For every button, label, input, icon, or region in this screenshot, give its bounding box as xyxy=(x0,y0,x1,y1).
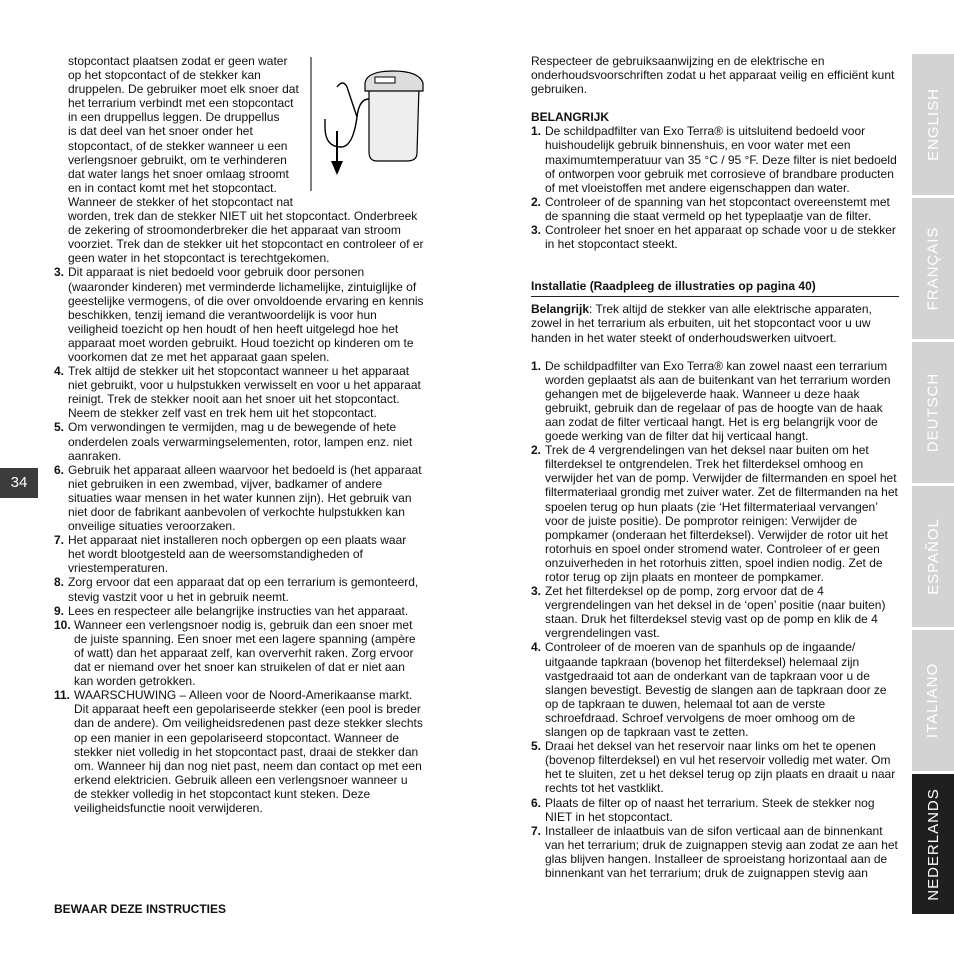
item-number: 3. xyxy=(531,584,542,599)
item-text: Draai het deksel van het reservoir naar links om het te openen (bovenop filterdeksel) en vul het reservoir volledig met water. Om het te sluiten, zet u het deksel terug op zijn plaats en draait u naar rechts tot het vastklikt. xyxy=(545,739,896,796)
tab-label: FRANÇAIS xyxy=(924,226,942,311)
list-item xyxy=(54,533,424,575)
item-text: De schildpadfilter van Exo Terra® is uitsluitend bedoeld voor huishoudelijk gebruik binnenshuis, en voor water met een maximumtemperatuur van 35 °C / 95 °F. Deze filter is niet bedoeld of ontworpen voor gebruik met corrosieve of brandbare producten of met vloeistoffen met andere eigenschappen dan water. xyxy=(545,124,897,195)
list-item xyxy=(531,223,899,251)
item-text: Gebruik het apparaat alleen waarvoor het bedoeld is (het apparaat niet gebruiken in een zwembad, vijver, badkamer of andere situaties waar mensen in het water kunnen zijn). Het gebruik van niet door de fabrikant aanbevolen of verkochte hulpstukken kan onveilige situaties veroorzaken. xyxy=(68,462,422,534)
list-item xyxy=(531,796,899,824)
list-item xyxy=(531,584,899,640)
item-text: Installeer de inlaatbuis van de sifon verticaal aan de binnenkant van het terrarium; druk de zuignappen stevig aan zodat ze aan het glas blijven hangen. Installeer de sproeistang horizontaal aan de binnenkant van het terrarium; druk de zuignappen stevig aan xyxy=(545,823,898,880)
list-item xyxy=(54,575,424,603)
tab-italiano[interactable] xyxy=(912,630,954,771)
drip-loop-paragraph xyxy=(54,54,308,209)
item-number: 3. xyxy=(54,265,65,280)
item-number: 10. xyxy=(54,617,71,632)
list-item xyxy=(531,443,899,584)
item-text: Het apparaat niet installeren noch opbergen op een plaats waar het wordt blootgesteld aan de weersomstandigheden of vriestemperaturen. xyxy=(68,533,407,576)
installation-heading: Installatie (Raadpleeg de illustraties op pagina 40) xyxy=(531,279,899,297)
list-item xyxy=(54,265,424,364)
item-number: 5. xyxy=(54,420,65,435)
list-item xyxy=(54,420,424,462)
list-item xyxy=(531,739,899,795)
item-number: 3. xyxy=(531,223,542,238)
list-item xyxy=(54,688,424,815)
list-item xyxy=(531,824,899,880)
text-line: stopcontact plaatsen zodat er geen water xyxy=(68,54,288,68)
tab-label: DEUTSCH xyxy=(924,372,942,453)
list-item xyxy=(531,359,899,444)
tab-espanol[interactable] xyxy=(912,486,954,627)
installation-note xyxy=(531,302,899,344)
text-line: en in contact komt met het stopcontact. xyxy=(68,180,277,195)
text-line: op het stopcontact of de stekker kan xyxy=(68,68,261,83)
item-text: Lees en respecteer alle belangrijke instructies van het apparaat. xyxy=(68,603,409,618)
list-item xyxy=(54,618,424,688)
note-text: : Trek altijd de stekker van alle elektrische apparaten, zowel in het terrarium als erbuiten, uit het stopcontact voor u uw handen in het water steekt of onderhoudswerken uitvoert. xyxy=(531,302,872,345)
item-number: 9. xyxy=(54,603,65,618)
belangrijk-heading: BELANGRIJK xyxy=(531,110,610,125)
item-text: Zet het filterdeksel op de pomp, zorg ervoor dat de 4 vergrendelingen van het deksel in de ‘open’ positie (naar buiten) staan. Druk het filterdeksel stevig vast op de pomp en klik de 4 vergrendelingen vast. xyxy=(545,584,886,641)
item-text: Om verwondingen te vermijden, mag u de bewegende of hete onderdelen zoals verwarmingselementen, rotor, lampen enz. niet aanraken. xyxy=(68,420,413,463)
item-number: 1. xyxy=(531,124,542,139)
right-column xyxy=(531,54,899,880)
text-line: verlengsnoer gebruikt, om te verhinderen xyxy=(68,152,287,167)
item-number: 7. xyxy=(54,533,65,548)
tab-deutsch[interactable] xyxy=(912,342,954,483)
item-text: Controleer het snoer en het apparaat op schade voor u de stekker in het stopcontact steekt. xyxy=(545,223,896,252)
list-item xyxy=(54,604,424,618)
drip-loop-illustration xyxy=(307,57,427,193)
item-text: WAARSCHUWING – Alleen voor de Noord-Amerikaanse markt. Dit apparaat heeft een gepolariseerde stekker (een pool is breder dan de andere). Om veiligheidsredenen past deze stekker slechts op een manier in een gepolariseerd stopcontact. Wanneer de stekker niet volledig in het stopcontact past, draai de stekker dan om. Wanneer hij dan nog niet past, neem dan contact op met een erkend elektricien. Gebruik alleen een verlengsnoer wanneer u de stekker volledig in het stopcontact kunt steken. Deze veiligheidsfunctie nooit verwijderen. xyxy=(74,688,423,815)
tab-francais[interactable] xyxy=(912,198,954,339)
list-item xyxy=(531,640,899,739)
safety-list xyxy=(54,265,424,815)
language-sidebar xyxy=(912,54,954,914)
item-number: 4. xyxy=(54,364,65,379)
item-number: 5. xyxy=(531,739,542,754)
text-line: druppelen. De gebruiker moet elk snoer dat xyxy=(68,82,299,97)
item-number: 8. xyxy=(54,575,65,590)
text-line: is dat deel van het snoer onder het xyxy=(68,124,253,139)
save-instructions-footer: BEWAAR DEZE INSTRUCTIES xyxy=(54,902,227,916)
item-text: Trek altijd de stekker uit het stopcontact wanneer u het apparaat niet gebruikt, voor u hulpstukken verwisselt en voor u het apparaat reinigt. Trek de stekker nooit aan het snoer uit het stopcontact. Neem de stekker zelf vast en trek hem uit het stopcontact. xyxy=(68,364,421,421)
list-item xyxy=(54,364,424,420)
item-number: 7. xyxy=(531,823,542,838)
item-text: Controleer of de moeren van de spanhuls op de ingaande/ uitgaande tapkraan (bovenop het filterdeksel) helemaal zijn vastgedraaid tot aan de onderkant van de tapkraan voor u de slangen bevestigt. Bevestig de slangen aan de tapkraan door ze op de tapkraan te duwen, helemaal tot aan de verste schroefdraad. Schroef vervolgens de moer omhoog om de slangen op de tapkraan vast te zetten. xyxy=(545,640,887,740)
item-text: Trek de 4 vergrendelingen van het deksel naar buiten om het filterdeksel te ontgrendelen. Trek het filterdeksel omhoog en verwijder het van de pomp. Verwijder de filtermanden en spoel het filtermateriaal grondig met zuiver water. Zet de filtermanden na het spoelen terug op hun plaats (zie ‘Het filtermateriaal vervangen’ voor de juiste positie). De pomprotor reinigen: Verwijder de pompkamer (onderaan het filterdeksel). Verwijder de rotor uit het rotorhuis en spoel onder stromend water. Controleer of er geen onzuiverheden in het rotorhuis zitten, spoel indien nodig. Zet de rotor terug op zijn plaats en monteer de pompkamer. xyxy=(545,443,898,584)
tab-label: ENGLISH xyxy=(924,88,942,161)
tab-english[interactable] xyxy=(912,54,954,195)
item-text: Plaats de filter op of naast het terrarium. Steek de stekker nog NIET in het stopcontact. xyxy=(545,795,875,824)
item-number: 2. xyxy=(531,443,542,458)
list-item xyxy=(531,124,899,194)
item-text: Zorg ervoor dat een apparaat dat op een terrarium is gemonteerd, stevig vastzit voor u het in gebruik neemt. xyxy=(68,575,419,604)
text-line: dat water langs het snoer omlaag stroomt xyxy=(68,166,289,181)
item-number: 6. xyxy=(54,462,65,477)
tab-nederlands[interactable] xyxy=(912,774,954,914)
item-text: De schildpadfilter van Exo Terra® kan zowel naast een terrarium worden geplaatst als aan de buitenkant van het terrarium worden gehangen met de bijgeleverde haak. Wanneer u deze haak gebruikt, gebruik dan de regelaar of pas de hoogte van de haak aan zodat de filter verticaal hangt. Het is erg belangrijk voor de goede werking van de filter dat hij verticaal hangt. xyxy=(545,358,891,444)
item-text: Wanneer een verlengsnoer nodig is, gebruik dan een snoer met de juiste spanning. Een snoer met een lagere spanning (ampère of watt) dan het apparaat zelf, kan oververhit raken. Zorg ervoor dat er niemand over het snoer kan struikelen of dat er niet aan kan worden getrokken. xyxy=(74,617,416,689)
item-text: Dit apparaat is niet bedoeld voor gebruik door personen (waaronder kinderen) met verminderde lichamelijke, zintuiglijke of geestelijke vermogens, of die over onvoldoende ervaring en kennis beschikken, tenzij iemand die verantwoordelijk is voor hun veiligheid toezicht op hen houdt of hen heeft uitgelegd hoe het apparaat moet worden gebruikt. Houd toezicht op kinderen om te voorkomen dat ze met het apparaat gaan spelen. xyxy=(68,265,424,364)
item-number: 1. xyxy=(531,358,542,373)
item-number: 11. xyxy=(54,688,71,703)
installation-list xyxy=(531,359,899,880)
list-item xyxy=(531,195,899,223)
text-line: het terrarium verbindt met een stopcontact xyxy=(68,96,294,111)
item-text: Controleer of de spanning van het stopcontact overeenstemt met de spanning die staat vermeld op het typeplaatje van de filter. xyxy=(545,194,890,223)
tab-label: NEDERLANDS xyxy=(924,787,942,901)
intro-paragraph: Respecteer de gebruiksaanwijzing en de elektrische en onderhoudsvoorschriften zodat u het apparaat veilig en efficiënt kunt gebruiken. xyxy=(531,54,895,97)
tab-label: ITALIANO xyxy=(924,662,942,739)
drip-loop-rest: worden, trek dan de stekker NIET uit het stopcontact. Onderbreek de zekering of stroomonderbreker die het apparaat van stroom voorziet. Trek dan de stekker uit het stopcontact en controleer of er geen water in het stopcontact is terechtgekomen. xyxy=(68,209,424,266)
list-item xyxy=(54,463,424,533)
item-number: 4. xyxy=(531,640,542,655)
item-number: 2. xyxy=(531,194,542,209)
belangrijk-list xyxy=(531,124,899,251)
item-number: 6. xyxy=(531,795,542,810)
page-number: 34 xyxy=(0,468,38,498)
text-line: in een druppellus leggen. De druppellus xyxy=(68,110,280,125)
tab-label: ESPAÑOL xyxy=(924,518,942,595)
text-line: stopcontact, of de stekker wanneer u een xyxy=(68,138,288,153)
text-line: Wanneer de stekker of het stopcontact nat xyxy=(68,194,294,209)
note-label: Belangrijk xyxy=(531,302,590,317)
